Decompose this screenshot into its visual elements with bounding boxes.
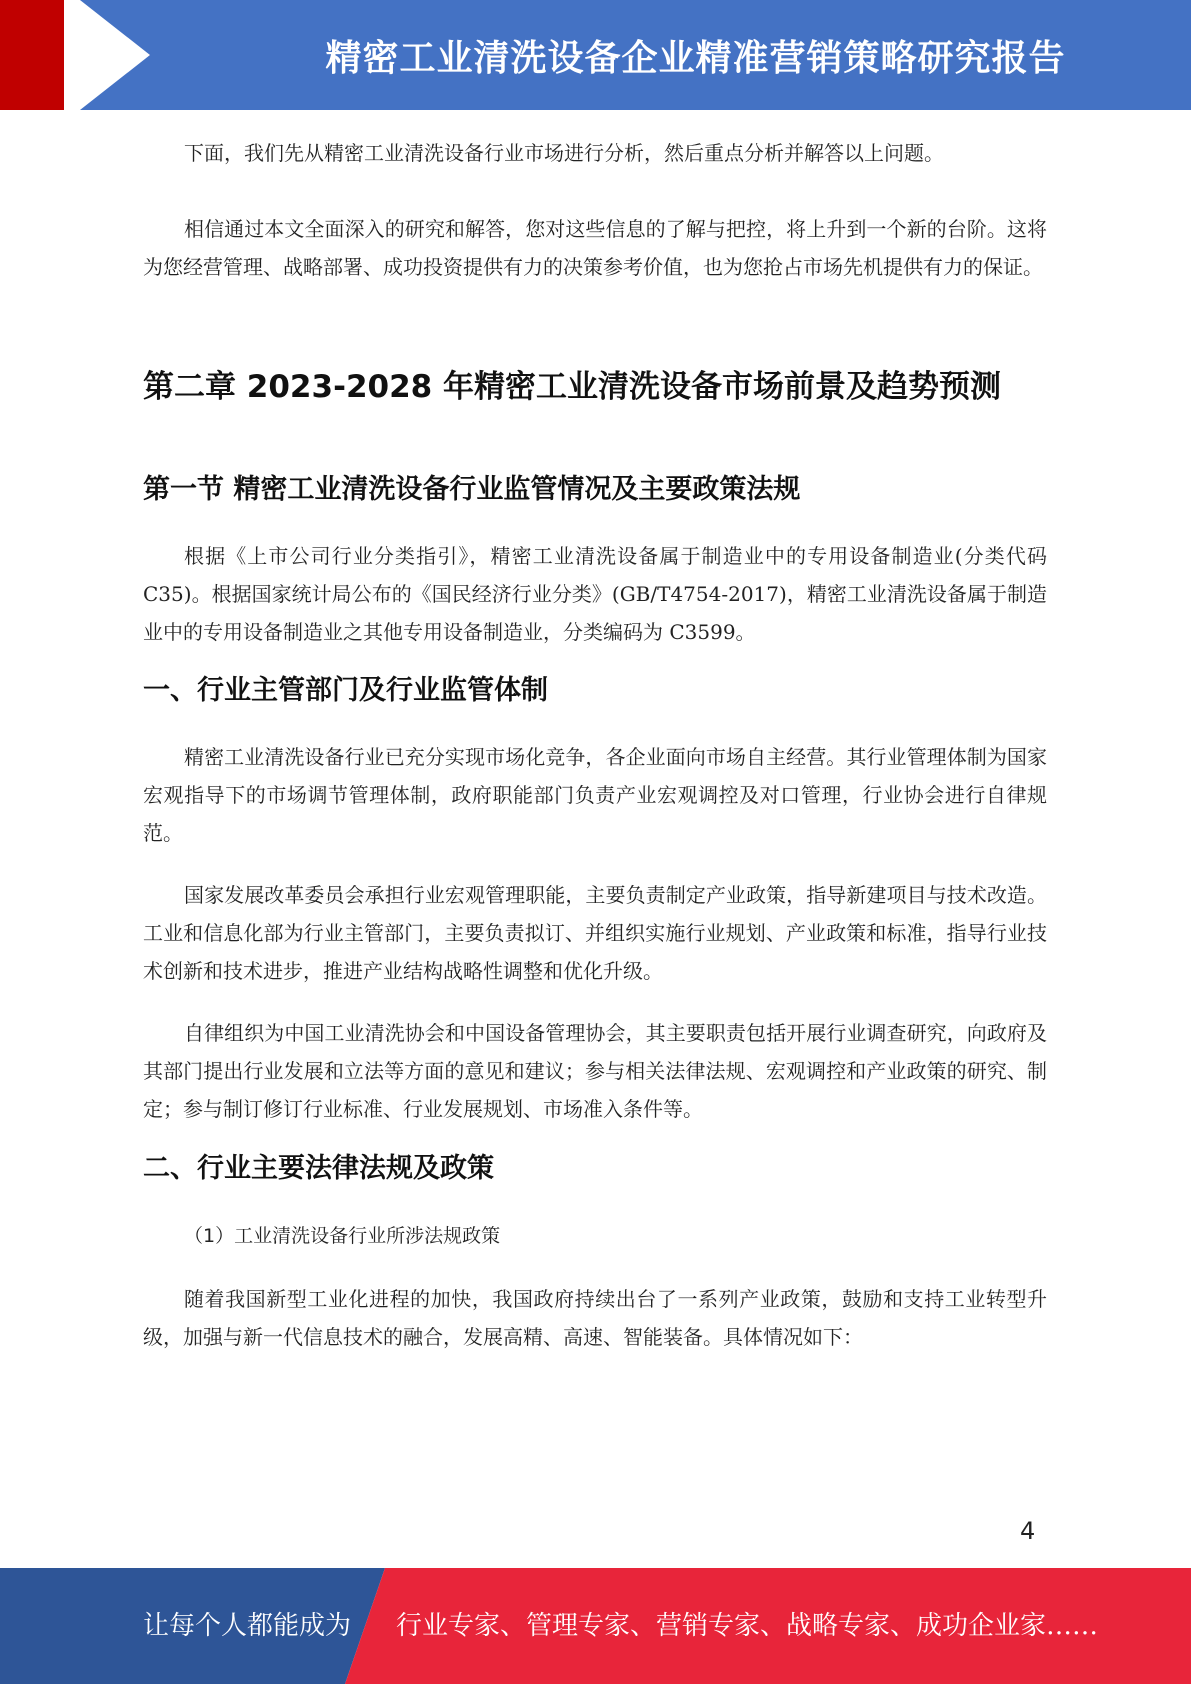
intro-paragraph-2: 相信通过本文全面深入的研究和解答，您对这些信息的了解与把控，将上升到一个新的台阶。这将为您经营管理、战略部署、成功投资提供有力的决策参考价值，也为您抢占市场先机提供有力的保证。 [143, 217, 1047, 279]
subsection-title-1: 一、行业主管部门及行业监管体制 [143, 675, 548, 706]
chapter-title: 第二章 2023-2028 年精密工业清洗设备市场前景及趋势预测 [143, 369, 1002, 405]
footer-banner [0, 1568, 1191, 1684]
section-title: 第一节 精密工业清洗设备行业监管情况及主要政策法规 [143, 474, 801, 505]
subsection-1-paragraph-1: 精密工业清洗设备行业已充分实现市场化竞争，各企业面向市场自主经营。其行业管理体制为国家宏观指导下的市场调节管理体制，政府职能部门负责产业宏观调控及对口管理，行业协会进行自律规范。 [143, 745, 1047, 845]
subsection-1-paragraph-3: 自律组织为中国工业清洗协会和中国设备管理协会，其主要职责包括开展行业调查研究，向政府及其部门提出行业发展和立法等方面的意见和建议；参与相关法律法规、宏观调控和产业政策的研究、制定；参与制订修订行业标准、行业发展规划、市场准入条件等。 [143, 1021, 1047, 1121]
report-title: 精密工业清洗设备企业精准营销策略研究报告 [325, 37, 1066, 79]
subsection-1-paragraph-2: 国家发展改革委员会承担行业宏观管理职能，主要负责制定产业政策，指导新建项目与技术改造。工业和信息化部为行业主管部门，主要负责拟订、并组织实施行业规划、产业政策和标准，指导行业技术创新和技术进步，推进产业结构战略性调整和优化升级。 [143, 883, 1047, 983]
subsection-2-item-1: （1）工业清洗设备行业所涉法规政策 [184, 1225, 501, 1247]
intro-paragraph-1: 下面，我们先从精密工业清洗设备行业市场进行分析，然后重点分析并解答以上问题。 [184, 141, 944, 165]
footer-slogan-right: 行业专家、管理专家、营销专家、战略专家、成功企业家…… [396, 1611, 1099, 1641]
red-arrow-decoration [0, 0, 220, 110]
subsection-2-paragraph-1: 随着我国新型工业化进程的加快，我国政府持续出台了一系列产业政策，鼓励和支持工业转型升级，加强与新一代信息技术的融合，发展高精、高速、智能装备。具体情况如下： [143, 1287, 1047, 1349]
section-paragraph-1: 根据《上市公司行业分类指引》，精密工业清洗设备属于制造业中的专用设备制造业(分类代码 C35)。根据国家统计局公布的《国民经济行业分类》(GB/T4754-2017)，精密工业清洗设备属于制造业中的专用设备制造业之其他专用设备制造业，分类编码为 C3599。 [143, 544, 1047, 644]
page-number: 4 [1020, 1517, 1036, 1545]
footer-slogan-left: 让每个人都能成为 [143, 1611, 352, 1641]
header-banner [0, 0, 1191, 110]
subsection-title-2: 二、行业主要法律法规及政策 [143, 1153, 494, 1184]
